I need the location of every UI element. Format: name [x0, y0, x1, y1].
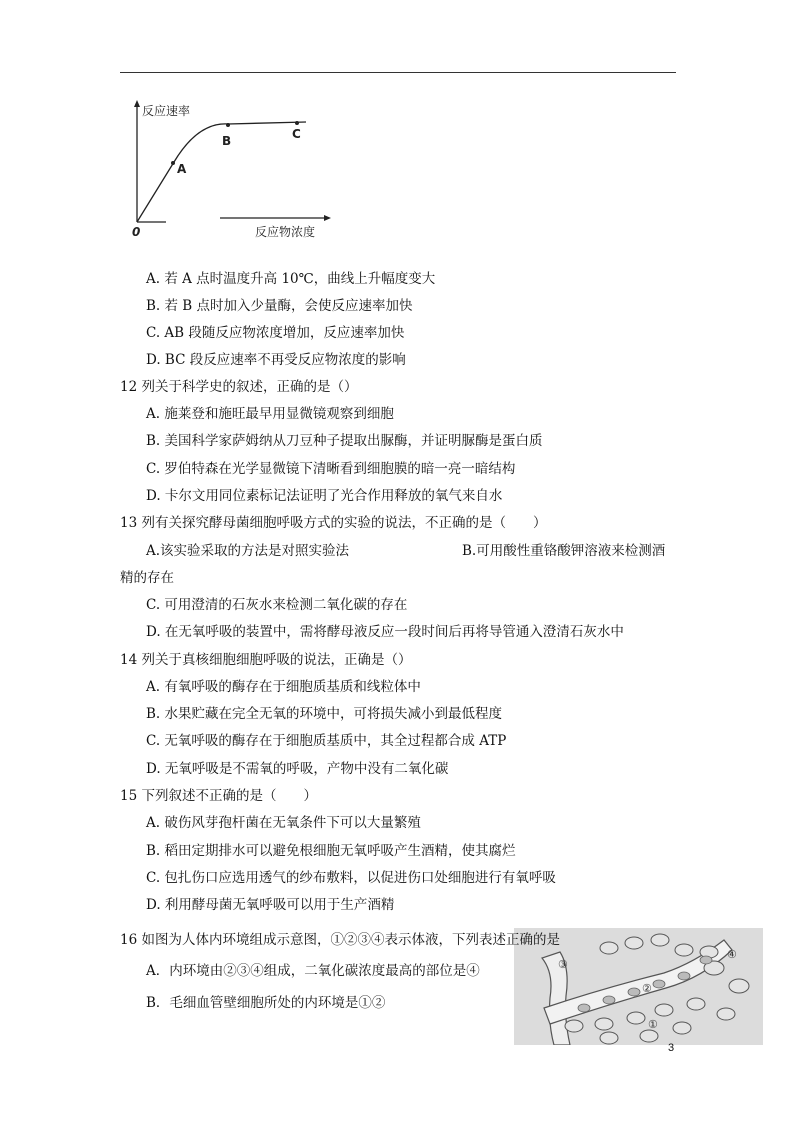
q13-option-c: C. 可用澄清的石灰水来检测二氧化碳的存在	[146, 597, 408, 613]
point-b-label: B	[222, 134, 232, 148]
point-c-label: C	[292, 127, 301, 141]
q11-option-a: A. 若 A 点时温度升高 10℃，曲线上升幅度变大	[146, 271, 436, 287]
point-a-label: A	[177, 162, 187, 176]
header-rule	[120, 72, 676, 73]
q13-option-d: D. 在无氧呼吸的装置中，需将酵母液反应一段时间后再将导管通入澄清石灰水中	[146, 624, 624, 640]
label-four: ④	[727, 948, 737, 961]
point-a-dot	[171, 161, 175, 165]
reaction-rate-graph	[118, 98, 340, 244]
q15-option-d: D. 利用酵母菌无氧呼吸可以用于生产酒精	[146, 897, 395, 913]
q14-stem: 14 列关于真核细胞细胞呼吸的说法，正确是（）	[120, 652, 412, 668]
q14-option-b: B. 水果贮藏在完全无氧的环境中，可将损失减小到最低程度	[146, 706, 503, 722]
q16-stem: 16 如图为人体内环境组成示意图，①②③④表示体液，下列表述正确的是	[120, 932, 560, 948]
q13-option-b-continued: 精的存在	[120, 570, 174, 586]
origin-label: 0	[132, 225, 141, 239]
q15-option-b: B. 稻田定期排水可以避免根细胞无氧呼吸产生酒精，使其腐烂	[146, 843, 516, 859]
q12-option-b: B. 美国科学家萨姆纳从刀豆种子提取出脲酶，并证明脲酶是蛋白质	[146, 433, 543, 449]
q13-option-a: A.该实验采取的方法是对照实验法	[146, 543, 350, 559]
q11-option-c: C. AB 段随反应物浓度增加，反应速率加快	[146, 325, 405, 341]
q13-stem: 13 列有关探究酵母菌细胞呼吸方式的实验的说法，不正确的是（ ）	[120, 515, 547, 531]
q15-stem: 15 下列叙述不正确的是（ ）	[120, 788, 317, 804]
point-c-dot	[295, 121, 299, 125]
x-axis-arrow	[324, 215, 331, 221]
x-axis-label: 反应物浓度	[255, 225, 316, 239]
q14-option-d: D. 无氧呼吸是不需氧的呼吸，产物中没有二氧化碳	[146, 761, 449, 777]
point-b-dot	[226, 123, 230, 127]
q12-option-c: C. 罗伯特森在光学显微镜下清晰看到细胞膜的暗一亮一暗结构	[146, 461, 516, 477]
y-axis-label: 反应速率	[142, 104, 191, 118]
q16-option-b: B．毛细血管壁细胞所处的内环境是①②	[146, 995, 386, 1011]
y-axis-arrow	[134, 100, 140, 107]
label-three: ③	[558, 958, 568, 971]
q14-option-c: C. 无氧呼吸的酶存在于细胞质基质中，其全过程都合成 ATP	[146, 733, 507, 749]
q13-option-b: B.可用酸性重铬酸钾溶液来检测酒	[462, 543, 666, 559]
q12-stem: 12 列关于科学史的叙述，正确的是（）	[120, 379, 358, 395]
q12-option-a: A. 施莱登和施旺最早用显微镜观察到细胞	[146, 406, 394, 422]
q14-option-a: A. 有氧呼吸的酶存在于细胞质基质和线粒体中	[146, 679, 421, 695]
q15-option-a: A. 破伤风芽孢杆菌在无氧条件下可以大量繁殖	[146, 815, 421, 831]
q12-option-d: D. 卡尔文用同位素标记法证明了光合作用释放的氧气来自水	[146, 488, 503, 504]
label-two: ②	[642, 982, 652, 995]
q15-option-c: C. 包扎伤口应选用透气的纱布敷料，以促进伤口处细胞进行有氧呼吸	[146, 870, 556, 886]
page-number: 3	[668, 1042, 675, 1054]
q11-option-b: B. 若 B 点时加入少量酶，会使反应速率加快	[146, 298, 413, 314]
q11-option-d: D. BC 段反应速率不再受反应物浓度的影响	[146, 352, 406, 368]
label-one: ①	[648, 1018, 658, 1031]
q16-option-a: A．内环境由②③④组成，二氧化碳浓度最高的部位是④	[146, 963, 480, 979]
